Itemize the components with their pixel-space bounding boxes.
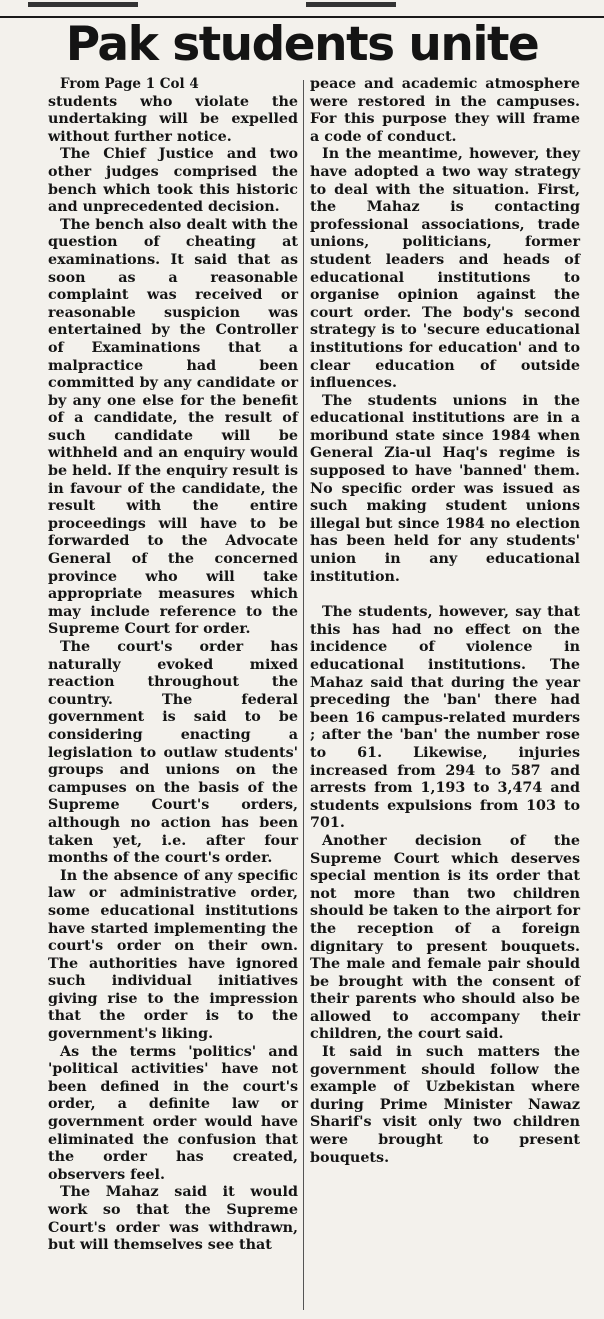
paragraph: It said in such matters the government should follow the example of Uzbekistan where during Prime Minister Nawaz Sharif's visit only two children were brought to present bouquets. — [310, 1044, 580, 1166]
cropped-header-mark — [306, 2, 396, 7]
top-strip — [0, 0, 604, 18]
column-rule — [303, 80, 304, 1310]
left-column — [48, 76, 298, 1255]
paragraph: The court's order has naturally evoked mixed reaction throughout the country. The federal government is said to be considering enacting a legislation to outlaw students' groups and unions on the campuses on the basis of the Supreme Court's orders, although no action has been taken yet, i.e. after four months of the court's order. — [48, 639, 298, 867]
paragraph: Another decision of the Supreme Court which deserves special mention is its order that not more than two children should be taken to the airport for the reception of a foreign dignitary to present bouquets. The male and female pair should be brought with the consent of their parents who should also be allowed to accompany their children, the court said. — [310, 832, 580, 1043]
paragraph: The students unions in the educational institutions are in a moribund state since 1984 when General Zia-ul Haq's regime is supposed to have 'banned' them. No specific order was issued as such making student unions illegal but since 1984 no election has been held for any students' union in any educational institution. — [310, 392, 580, 585]
paragraph: The students, however, say that this has had no effect on the incidence of violence in educational institutions. The Mahaz said that during the year preceding the 'ban' there had been 16 campus-related murders ; after the 'ban' the number rose to 61. Likewise, injuries increased from 294 to 587 and arrests from 1,193 to 3,474 and students expulsions from 103 to 701. — [310, 604, 580, 832]
jump-line: From Page 1 Col 4 — [60, 76, 199, 92]
headline: Pak students unite — [65, 17, 539, 72]
right-column — [310, 76, 580, 1167]
paragraph: In the meantime, however, they have adopted a two way strategy to deal with the situation. First, the Mahaz is contacting professional associations, trade unions, politicians, former student leaders and heads of educational institutions to organise opinion against the court order. The body's second strategy is to 'secure educational institutions for education' and to clear education of outside influences. — [310, 146, 580, 392]
paragraph: students who violate the undertaking will be expelled without further notice. — [48, 93, 298, 145]
paragraph: The bench also dealt with the question of cheating at examinations. It said that as soon as a reasonable complaint was received or reasonable suspicion was entertained by the Controller of Examinations that a malpractice had been committed by any candidate or by any one else for the benefit of a candidate, the result of such candidate will be withheld and an enquiry would be held. If the enquiry result is in favour of the candidate, the result with the entire proceedings will have to be forwarded to the Advocate General of the concerned province who will take appropriate measures which may include reference to the Supreme Court for order. — [48, 216, 298, 638]
paragraph: The Mahaz said it would work so that the Supreme Court's order was withdrawn, but will themselves see that — [48, 1184, 298, 1254]
cropped-header-mark — [28, 2, 138, 7]
paragraph: The Chief Justice and two other judges comprised the bench which took this historic and unprecedented decision. — [48, 146, 298, 216]
paragraph: In the absence of any specific law or administrative order, some educational institutions have started implementing the court's order on their own. The authorities have ignored such individual initiatives giving rise to the impression that the order is to the government's liking. — [48, 867, 298, 1043]
paragraph: As the terms 'politics' and 'political activities' have not been defined in the court's order, a definite law or government order would have eliminated the confusion that the order has created, observers feel. — [48, 1043, 298, 1183]
paragraph: peace and academic atmosphere were restored in the campuses. For this purpose they will frame a code of conduct. — [310, 76, 580, 145]
